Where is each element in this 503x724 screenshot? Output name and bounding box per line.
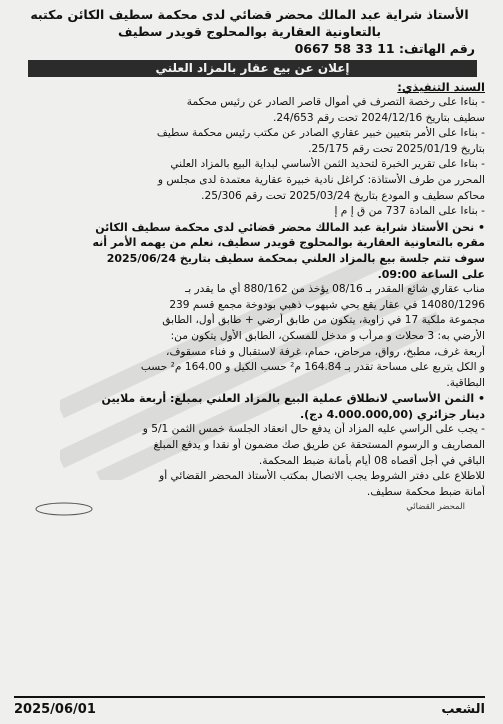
paragraph-line: مجموعة ملكية 17 في زاوية، يتكون من طابق أرضي + طابق أول، الطابق: [162, 314, 485, 327]
paragraph: [14, 157, 485, 204]
paragraph-line: أمانة ضبط محكمة سطيف.: [366, 485, 485, 498]
paragraph-line: - بناءا على تقرير الخبرة لتحديد الثمن الأساسي لبداية البيع بالمزاد العلني: [170, 158, 485, 171]
paragraph-line: سطيف بتاريخ 2024/12/16 تحت رقم 24/653.: [273, 111, 485, 124]
paragraph-line: أربعة غرف، مطبخ، رواق، مرحاض، حمام، غرفة لاستقبال و فناء مسقوف،: [166, 345, 485, 358]
paragraph-line: 14080/1296 في عقار يقع بحي شيهوب ذهبي بودوخة مجمع قسم 239: [169, 298, 485, 311]
paragraph: [14, 469, 485, 500]
header: [14, 6, 485, 57]
paragraph-line: المصاريف و الرسوم المستحقة عن طريق صك مضمون أو نقدا و يدفع المبلغ: [153, 439, 485, 452]
paragraph-line: - بناءا على المادة 737 من ق إ م إ: [334, 205, 485, 218]
section-heading: السند التنفيذي:: [397, 80, 485, 94]
paragraph-line: و الكل يتربع على مساحة تقدر بـ 164.84 م² حسب الكيل و 164.00 م² حسب: [140, 361, 485, 374]
header-line-2: بالتعاونية العقارية بوالمحلوج قويدر سطيف: [117, 24, 382, 39]
paragraph-line: بتاريخ 2025/01/19 تحت رقم 25/175.: [308, 142, 485, 155]
paragraph-line: • نحن الأستاذ شراية عبد المالك محضر قضائي لدى محكمة سطيف الكائن: [95, 220, 485, 234]
paragraph-line: البطاقية.: [446, 376, 485, 389]
paragraph-line: • الثمن الأساسي لانطلاق عملية البيع بالمزاد العلني بمبلغ: أربعة ملايين: [101, 392, 485, 406]
announcement-title: إعلان عن بيع عقار بالمزاد العلني: [28, 60, 477, 77]
footer: [14, 696, 485, 720]
paragraph: [14, 95, 485, 126]
paragraph-line: مناب عقاري شائع المقدر بـ 08/16 يؤخذ من 880/162 أي ما يقدر بـ: [185, 283, 485, 296]
paragraph-line: مقره بالتعاونية العقارية بوالمحلوج قويدر سطيف، نعلم من يهمه الأمر أنه: [92, 236, 485, 250]
paragraph-line: الأرضي به: 3 محلات و مرأب و مدخل للمسكن، الطابق الأول يتكون من:: [170, 329, 485, 342]
paragraph-line: المحرر من طرف الأستاذة: كراغل نادية خبيرة عقارية معتمدة لدى مجلس و: [157, 173, 485, 186]
phone-value: 0667 58 33 11: [294, 41, 395, 56]
paragraph: [14, 126, 485, 157]
announcement-body: [14, 95, 485, 500]
paragraph-line: سوف تتم جلسة بيع بالمزاد العلني بمحكمة سطيف بتاريخ 2025/06/24: [106, 251, 485, 265]
paragraph-line: محاكم سطيف و المودع بتاريخ 2025/03/24 تحت رقم 25/306.: [201, 189, 485, 202]
stamp-icon: [34, 502, 94, 516]
header-phone: [14, 40, 485, 57]
paragraph-line: للاطلاع على دفتر الشروط يجب الاتصال بمكتب الأستاذ المحضر القضائي أو: [159, 470, 485, 483]
paragraph: [14, 220, 485, 282]
paragraph: [14, 391, 485, 422]
paragraph-line: - بناءا على رخصة التصرف في أموال قاصر الصادر عن رئيس محكمة: [186, 96, 485, 108]
header-line-1: الأستاذ شراية عبد المالك محضر قضائي لدى محكمة سطيف الكائن مكتبه: [30, 7, 469, 22]
newspaper-name: الشعب: [441, 701, 485, 717]
publication-date: 2025/06/01: [14, 701, 96, 717]
phone-label: رقم الهاتف:: [398, 41, 475, 56]
signature-label: المحضر القضائي: [406, 502, 465, 513]
paragraph: [14, 204, 485, 220]
paragraph: [14, 422, 485, 469]
paragraph-line: الباقي في أجل أقصاه 08 أيام بأمانة ضبط المحكمة.: [258, 454, 485, 467]
paragraph-line: - يجب على الراسي عليه المزاد أن يدفع حال انعقاد الجلسة خمس الثمن 5/1 و: [142, 423, 485, 436]
paragraph-line: دينار جزائري (4.000.000,00 دج).: [299, 407, 485, 421]
paragraph-line: على الساعة 09:00.: [377, 267, 485, 281]
signature-row: [14, 502, 485, 516]
paragraph-line: - بناءا على الأمر بتعيين خبير عقاري الصادر عن مكتب رئيس محكمة سطيف: [156, 127, 485, 140]
paragraph: [14, 282, 485, 391]
